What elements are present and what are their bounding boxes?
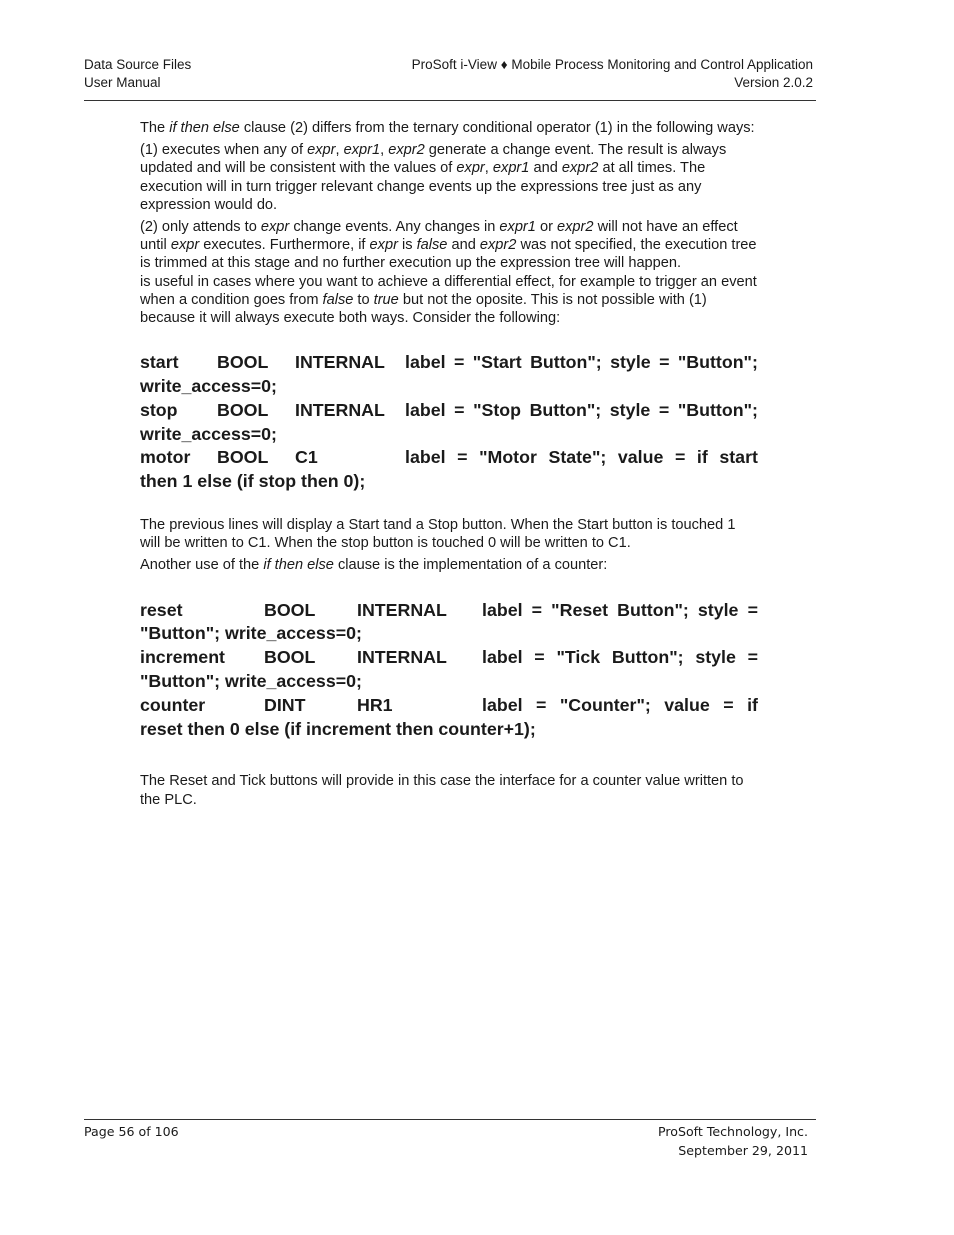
- header-doc-type: User Manual: [84, 75, 161, 90]
- code-tag-name: counter: [140, 694, 206, 715]
- code-word: =: [723, 694, 734, 715]
- code-word: label: [405, 447, 446, 468]
- italic-run: expr1: [499, 219, 536, 236]
- code-word: State";: [548, 447, 607, 468]
- italic-run: expr2: [388, 142, 425, 159]
- italic-run: false: [416, 237, 448, 254]
- header-right: [412, 56, 813, 92]
- code-word: label: [482, 694, 523, 715]
- code-tag-source: HR1: [357, 694, 393, 715]
- code-word: style: [697, 599, 739, 620]
- text-run: was not specified, the execution tree is trimmed at this stage and no further execution up the expression tree will happen.: [140, 237, 757, 272]
- code-word: "Start: [472, 352, 522, 373]
- code-word: Button";: [617, 599, 689, 620]
- code-tag-attributes: [405, 399, 758, 423]
- italic-run: false: [322, 291, 354, 308]
- text-run: to: [353, 291, 374, 308]
- text-run: clause is the implementation of a counter:: [333, 557, 608, 574]
- code-word: "Motor: [479, 447, 537, 468]
- text-run: (1) executes when any of: [140, 142, 308, 159]
- paragraph-usage: [140, 273, 758, 328]
- paragraph-explanation: The previous lines will display a Start tand a Stop button. When the Start button is touched 1 will be written to C1. When the stop button is touched 0 will be written to C1.: [140, 517, 736, 552]
- italic-run: if then else: [169, 120, 240, 136]
- italic-run: expr2: [557, 219, 594, 236]
- text-run: ,: [484, 160, 493, 177]
- code-tag-name: stop: [140, 399, 178, 420]
- footer-divider: [84, 1119, 816, 1120]
- page-content: [140, 119, 758, 809]
- code-word: value: [664, 694, 710, 715]
- code-word: "Stop: [473, 399, 522, 420]
- code-word: if: [747, 694, 758, 715]
- code-word: =: [658, 399, 670, 420]
- header-section-title: Data Source Files: [84, 57, 192, 72]
- code-line: [140, 599, 758, 623]
- code-tag-source: INTERNAL: [295, 352, 385, 373]
- code-line: [140, 399, 758, 423]
- header-product-title: ProSoft i-View ♦ Mobile Process Monitoring and Control Application: [411, 57, 813, 72]
- text-run: or: [535, 219, 558, 236]
- text-run: The: [140, 120, 170, 136]
- code-word: style: [609, 399, 651, 420]
- italic-run: expr: [260, 219, 290, 236]
- paragraph-counter-intro: [140, 556, 758, 574]
- code-tag-attributes: [405, 351, 758, 375]
- paragraph-intro: [140, 119, 758, 137]
- code-word: =: [457, 447, 468, 468]
- code-word: "Tick: [556, 647, 601, 668]
- code-word: =: [536, 694, 547, 715]
- code-word: =: [531, 599, 543, 620]
- code-word: Button";: [530, 352, 602, 373]
- text-run: (2) only attends to: [140, 219, 261, 236]
- text-run: is: [397, 237, 417, 254]
- code-tag-source: INTERNAL: [295, 399, 385, 420]
- code-tag-name: increment: [140, 647, 225, 668]
- text-run: and: [529, 160, 562, 177]
- code-word: label: [405, 399, 446, 420]
- text-run: is useful in cases where you want to achieve a differential effect, for example to trigger an event when a condition goes from: [140, 273, 757, 308]
- text-run: clause (2) differs from the ternary conditional operator (1) in the following ways:: [239, 120, 755, 136]
- text-run: executes. Furthermore, if: [199, 237, 370, 254]
- italic-run: if then else: [263, 557, 334, 574]
- text-run: ,: [335, 142, 344, 159]
- code-tag-attributes: [482, 599, 758, 623]
- code-tag-attributes: [482, 646, 758, 670]
- code-line-continuation: write_access=0;: [140, 423, 277, 444]
- code-tag-attributes: [482, 694, 758, 718]
- text-run: ,: [380, 142, 389, 159]
- code-word: value: [617, 447, 664, 468]
- italic-run: expr2: [561, 160, 599, 177]
- code-line: [140, 446, 758, 470]
- code-line-continuation: then 1 else (if stop then 0);: [140, 471, 366, 492]
- code-word: label: [405, 352, 446, 373]
- code-word: =: [674, 447, 686, 468]
- code-word: Button";: [611, 647, 684, 668]
- code-tag-name: reset: [140, 599, 183, 620]
- code-line-continuation: "Button"; write_access=0;: [140, 671, 362, 692]
- code-word: style: [610, 352, 651, 373]
- code-line-continuation: "Button"; write_access=0;: [140, 623, 362, 644]
- code-tag-type: BOOL: [264, 599, 316, 620]
- code-word: =: [453, 352, 465, 373]
- paragraph-closing: The Reset and Tick buttons will provide in this case the interface for a counter value written to the PLC.: [140, 773, 744, 808]
- code-word: Button";: [529, 399, 602, 420]
- code-line: [140, 646, 758, 670]
- italic-run: true: [373, 291, 399, 308]
- code-block-buttons: [140, 351, 758, 494]
- code-line-continuation: write_access=0;: [140, 376, 277, 397]
- code-word: if: [696, 447, 708, 468]
- code-word: style: [695, 647, 736, 668]
- code-tag-source: INTERNAL: [357, 599, 447, 620]
- italic-run: expr1: [492, 160, 530, 177]
- text-run: will not have an effect until: [140, 219, 738, 254]
- code-tag-type: BOOL: [264, 647, 316, 668]
- italic-run: expr: [369, 237, 398, 254]
- footer-company: ProSoft Technology, Inc.: [657, 1124, 808, 1139]
- italic-run: expr: [170, 237, 200, 254]
- text-run: and: [447, 237, 480, 254]
- code-tag-type: BOOL: [217, 447, 269, 468]
- header-left: [84, 56, 191, 92]
- paragraph-point-1: [140, 141, 758, 214]
- code-tag-attributes: [405, 446, 758, 470]
- code-line: [140, 351, 758, 375]
- code-word: "Button";: [677, 352, 758, 373]
- text-run: at all times. The execution will in turn trigger relevant change events up the expressions tree just as any expression would do.: [140, 160, 706, 213]
- code-line: [140, 694, 758, 718]
- code-word: =: [454, 399, 465, 420]
- code-word: "Counter";: [559, 694, 651, 715]
- code-tag-type: DINT: [264, 694, 306, 715]
- footer-right: [658, 1122, 808, 1160]
- code-word: =: [659, 352, 670, 373]
- paragraph-point-2: [140, 218, 758, 273]
- code-word: "Button";: [677, 399, 758, 420]
- italic-run: expr1: [343, 142, 381, 159]
- italic-run: expr: [307, 142, 336, 159]
- code-line-continuation: reset then 0 else (if increment then counter+1);: [140, 718, 536, 739]
- code-word: =: [747, 599, 758, 620]
- code-tag-name: start: [140, 352, 179, 373]
- code-word: label: [482, 599, 523, 620]
- code-word: label: [482, 647, 523, 668]
- text-run: generate a change event. The result is always updated and will be consistent with the values of: [140, 142, 727, 177]
- code-tag-name: motor: [140, 447, 191, 468]
- footer-date: September 29, 2011: [678, 1143, 808, 1158]
- italic-run: expr: [456, 160, 485, 177]
- footer-page-number: Page 56 of 106: [84, 1124, 179, 1139]
- code-tag-source: C1: [295, 447, 318, 468]
- code-word: =: [534, 647, 545, 668]
- text-run: but not the oposite. This is not possible with (1) because it will always execute both ways. Consider the following:: [140, 291, 707, 327]
- code-tag-type: BOOL: [217, 352, 269, 373]
- header-version: Version 2.0.2: [734, 75, 813, 90]
- code-tag-type: BOOL: [217, 399, 269, 420]
- code-tag-source: INTERNAL: [357, 647, 447, 668]
- header-divider: [84, 100, 816, 101]
- code-word: =: [747, 647, 758, 668]
- italic-run: expr2: [479, 237, 517, 254]
- text-run: Another use of the: [140, 557, 264, 574]
- text-run: change events. Any changes in: [289, 219, 500, 236]
- code-word: "Reset: [551, 599, 609, 620]
- code-word: start: [719, 447, 758, 468]
- code-block-counter: [140, 599, 758, 742]
